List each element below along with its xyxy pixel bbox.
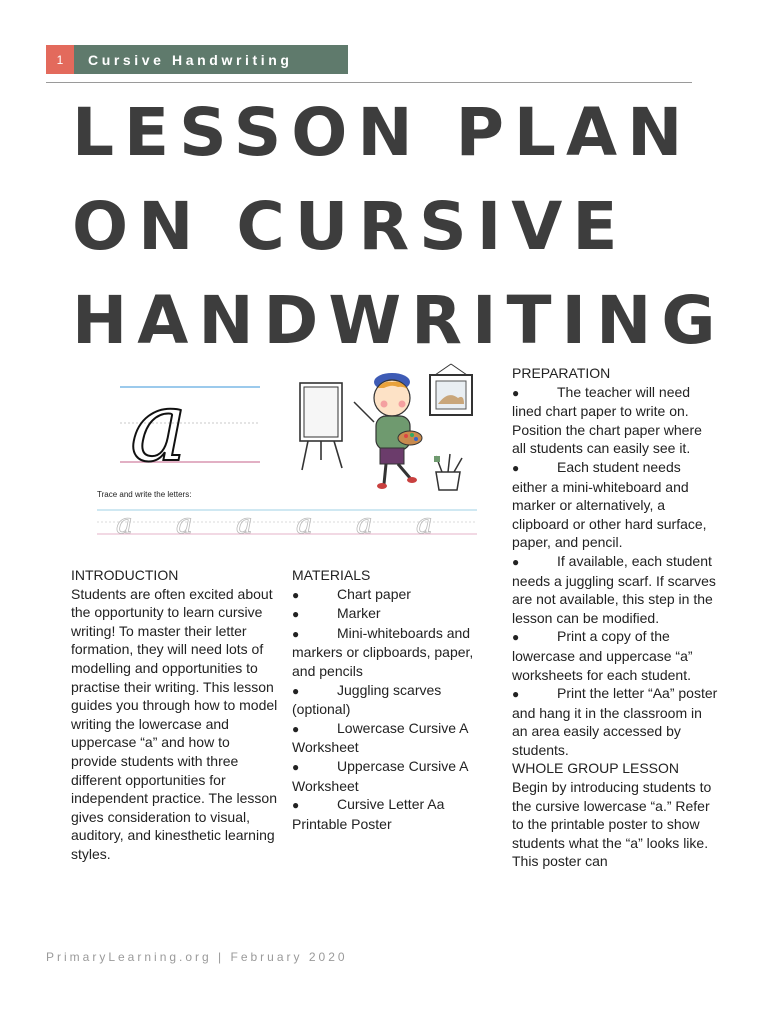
framed-picture-icon xyxy=(430,364,472,415)
list-item: ● Juggling scarves (optional) xyxy=(292,681,484,719)
page-footer: PrimaryLearning.org | February 2020 xyxy=(46,950,348,964)
preparation-section xyxy=(512,364,718,871)
trace-letter: a xyxy=(356,507,373,540)
worksheet-illustration xyxy=(92,360,492,540)
list-item: ● Cursive Letter Aa Printable Poster xyxy=(292,795,484,833)
preparation-heading: PREPARATION xyxy=(512,365,611,381)
list-item: ● Lowercase Cursive A Worksheet xyxy=(292,719,484,757)
trace-label: Trace and write the letters: xyxy=(97,490,192,499)
trace-letter: a xyxy=(176,507,193,540)
preparation-list xyxy=(512,383,718,760)
introduction-heading: INTRODUCTION xyxy=(71,567,179,583)
list-item: ● Print a copy of the lowercase and uppercase “a” worksheets for each student. xyxy=(512,627,718,684)
title-line-3: HANDWRITING xyxy=(72,282,726,359)
materials-heading: MATERIALS xyxy=(292,567,371,583)
list-item: ● Print the letter “Aa” poster and hang it in the classroom in an area easily accessed by students. xyxy=(512,684,718,759)
whole-group-heading: WHOLE GROUP LESSON xyxy=(512,760,680,777)
page-title xyxy=(72,86,726,368)
list-item: ● Each student needs either a mini-whiteboard and marker or alternatively, a clipboard or other hard surface, paper, and pencil. xyxy=(512,458,718,552)
section-header xyxy=(46,45,348,74)
list-item: ● Uppercase Cursive A Worksheet xyxy=(292,757,484,795)
list-item: ● If available, each student needs a juggling scarf. If scarves are not available, this step in the lesson can be modified. xyxy=(512,552,718,627)
title-line-2: ON CURSIVE xyxy=(72,188,628,265)
list-item: ● Mini-whiteboards and markers or clipboards, paper, and pencils xyxy=(292,624,484,681)
trace-letter: a xyxy=(296,507,313,540)
cursive-a-large: a xyxy=(130,371,188,483)
materials-section xyxy=(292,566,484,833)
child-painter-icon xyxy=(354,373,422,489)
section-title: Cursive Handwriting xyxy=(74,45,348,74)
list-item: ● Marker xyxy=(292,604,484,624)
materials-list xyxy=(292,585,484,834)
list-item: ● The teacher will need lined chart paper to write on. Position the chart paper where all students can easily see it. xyxy=(512,383,718,458)
introduction-body: Students are often excited about the opportunity to learn cursive writing! To master their letter formation, they will need lots of modelling and opportunities to practise their writing. This lesson guides you through how to model writing the lowercase and uppercase “a” and how to provide students with three different opportunities for independent practice. The lesson gives consideration to visual, auditory, and kinesthetic learning styles. xyxy=(71,585,278,862)
page-number: 1 xyxy=(46,45,74,74)
header-divider xyxy=(46,82,692,83)
trace-letter: a xyxy=(116,507,133,540)
brush-cup-icon xyxy=(434,454,462,490)
easel-icon xyxy=(300,383,342,470)
introduction-section xyxy=(71,566,279,864)
whole-group-body: Begin by introducing students to the cursive lowercase “a.” Refer to the printable poster to show students what the “a” looks like. This poster can xyxy=(512,779,712,870)
trace-letter: a xyxy=(236,507,253,540)
trace-letter: a xyxy=(416,507,433,540)
list-item: ● Chart paper xyxy=(292,585,484,605)
title-line-1: LESSON PLAN xyxy=(72,94,693,171)
